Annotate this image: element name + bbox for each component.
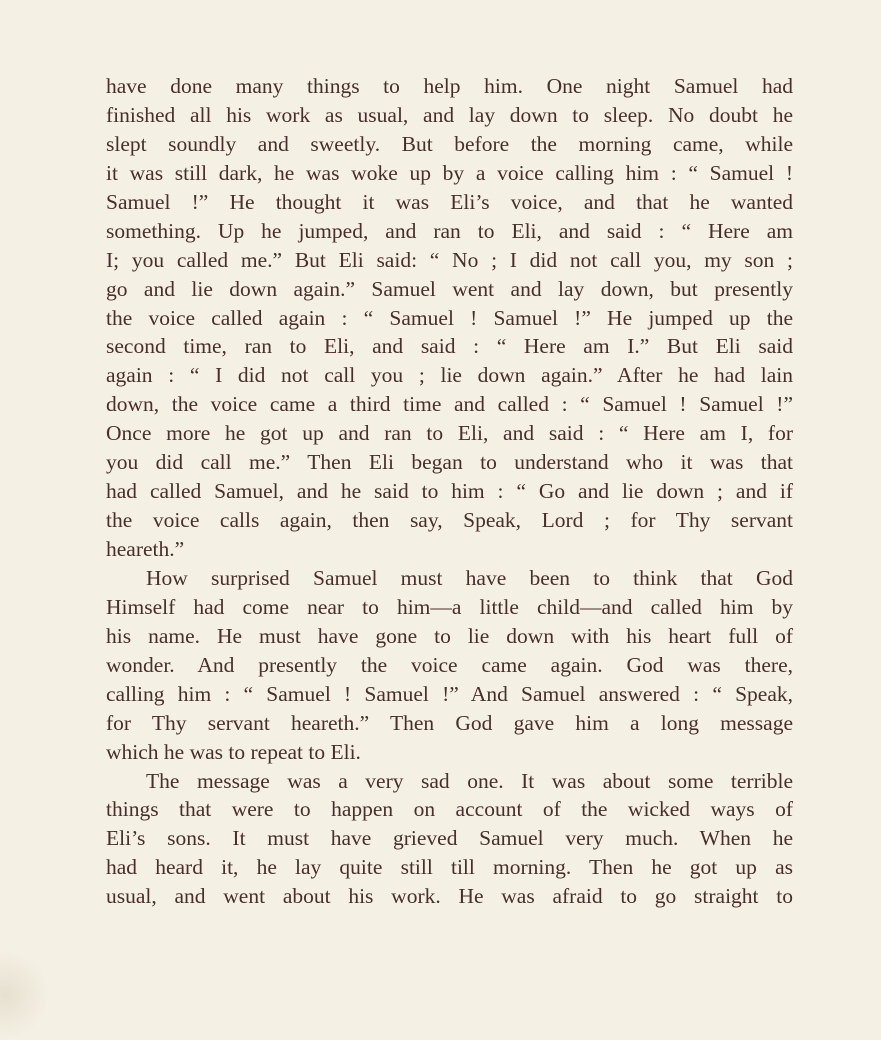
text-line: the voice calls again, then say, Speak, Lord ; for Thy servant xyxy=(106,508,793,533)
text-line: finished all his work as usual, and lay down to sleep. No doubt he xyxy=(106,102,793,127)
text-line: Once more he got up and ran to Eli, and said : “ Here am I, for xyxy=(106,421,793,446)
text-line: second time, ran to Eli, and said : “ Here am I.” But Eli said xyxy=(106,334,793,359)
text-line: again : “ I did not call you ; lie down again.” After he had lain xyxy=(106,363,793,388)
text-line: Himself had come near to him—a little child—and called him by xyxy=(106,594,793,619)
text-line: Samuel !” He thought it was Eli’s voice, and that he wanted xyxy=(106,189,793,214)
text-line: something. Up he jumped, and ran to Eli, and said : “ Here am xyxy=(106,218,793,243)
text-line: down, the voice came a third time and called : “ Samuel ! Samuel !” xyxy=(106,392,793,417)
text-line: his name. He must have gone to lie down with his heart full of xyxy=(106,623,793,648)
page-body-text xyxy=(106,72,793,911)
text-line: The message was a very sad one. It was about some terrible xyxy=(146,768,793,793)
text-line: which he was to repeat to Eli. xyxy=(106,739,361,764)
text-line: you did call me.” Then Eli began to understand who it was that xyxy=(106,450,793,475)
text-line: heareth.” xyxy=(106,537,185,561)
page-stain xyxy=(0,950,50,1040)
text-line: for Thy servant heareth.” Then God gave him a long message xyxy=(106,710,793,735)
text-line: things that were to happen on account of the wicked ways of xyxy=(106,797,793,822)
text-line: usual, and went about his work. He was afraid to go straight to xyxy=(106,884,793,909)
text-line: it was still dark, he was woke up by a voice calling him : “ Samuel ! xyxy=(106,160,793,185)
text-line: I; you called me.” But Eli said: “ No ; I did not call you, my son ; xyxy=(106,247,793,272)
text-line: had heard it, he lay quite still till morning. Then he got up as xyxy=(106,855,793,880)
text-line: have done many things to help him. One night Samuel had xyxy=(106,74,793,98)
text-line: go and lie down again.” Samuel went and lay down, but presently xyxy=(106,276,793,301)
text-line: Eli’s sons. It must have grieved Samuel very much. When he xyxy=(106,826,793,851)
text-line: calling him : “ Samuel ! Samuel !” And Samuel answered : “ Speak, xyxy=(106,681,793,706)
text-line: slept soundly and sweetly. But before the morning came, while xyxy=(106,131,793,156)
text-line: wonder. And presently the voice came again. God was there, xyxy=(106,652,793,677)
text-line: How surprised Samuel must have been to think that God xyxy=(146,565,793,590)
text-line: had called Samuel, and he said to him : “ Go and lie down ; and if xyxy=(106,479,793,504)
text-line: the voice called again : “ Samuel ! Samuel !” He jumped up the xyxy=(106,305,793,330)
